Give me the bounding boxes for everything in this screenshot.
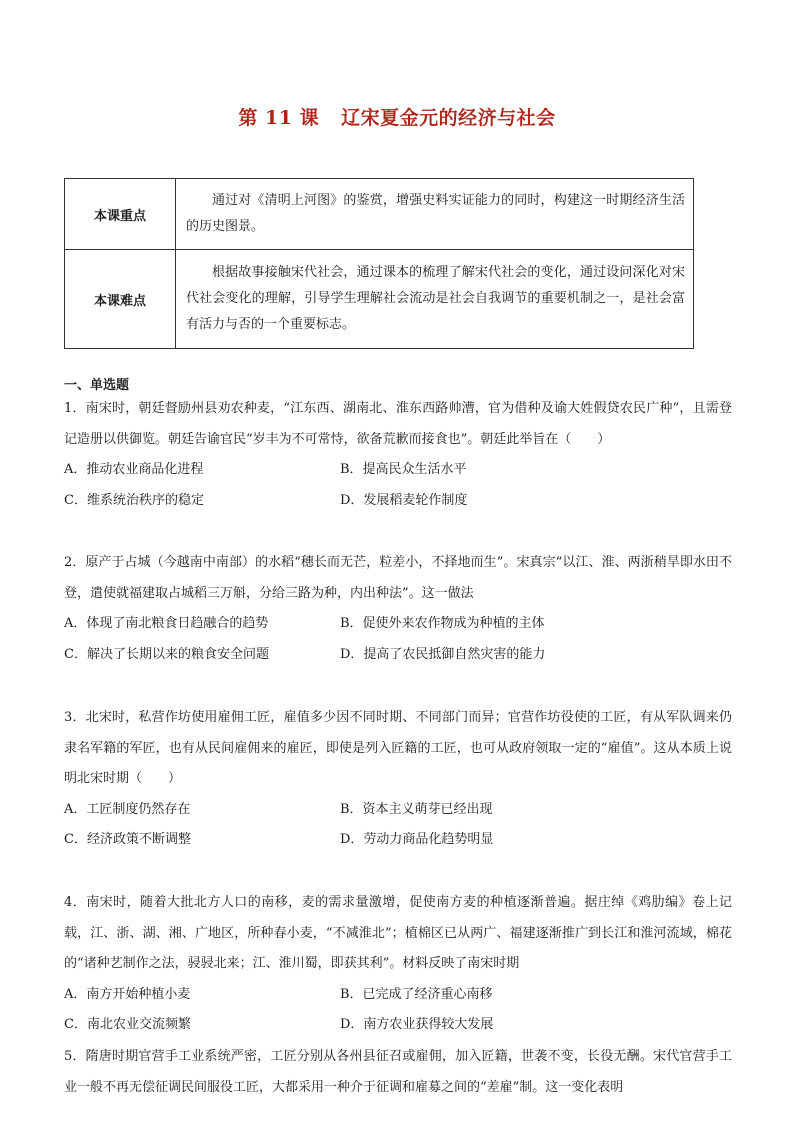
- goal-label: 本课难点: [65, 250, 176, 349]
- option-a[interactable]: A．体现了南北粮食日趋融合的趋势: [64, 616, 269, 631]
- option-d[interactable]: D．发展稻麦轮作制度: [340, 492, 468, 508]
- goal-row-difficulties: [65, 250, 694, 349]
- option-list: [64, 609, 732, 670]
- goal-label: 本课重点: [65, 179, 176, 250]
- option-d[interactable]: D．劳动力商品化趋势明显: [340, 832, 494, 847]
- lesson-number: 第 11 课: [238, 107, 320, 129]
- lesson-name: 辽宋夏金元的经济与社会: [341, 107, 556, 129]
- section-title: 一、单选题: [64, 378, 130, 393]
- option-c[interactable]: C．解决了长期以来的粮食安全问题: [64, 646, 269, 662]
- question-stem: 3．北宋时，私营作坊使用雇佣工匠，雇值多少因不同时期、不同部门而异；官营作坊役使的工匠，有从军队调来仍隶名军籍的军匠，也有从民间雇佣来的雇匠，即使是列入匠籍的工匠，也可从政府领取一定的“雇值”。这从本质上说明北宋时期（ ）: [64, 710, 732, 786]
- page-title: [0, 103, 794, 130]
- question-stem: 5．隋唐时期官营手工业系统严密，工匠分别从各州县征召或雇佣，加入匠籍，世袭不变，长役无酬。宋代官营手工业一般不再无偿征调民间服役工匠，大都采用一种介于征调和雇募之间的“差雇”制。这一变化表明: [64, 1049, 732, 1095]
- option-c[interactable]: C．经济政策不断调整: [64, 832, 191, 847]
- option-list: [64, 980, 732, 1041]
- option-b[interactable]: B．已完成了经济重心南移: [340, 986, 493, 1002]
- question-1: [64, 394, 732, 516]
- question-4: [64, 888, 732, 1041]
- question-5: [64, 1042, 732, 1103]
- goal-text: 根据故事接触宋代社会，通过课本的梳理了解宋代社会的变化，通过设问深化对宋代社会变化的理解，引导学生理解社会流动是社会自我调节的重要机制之一，是社会富有活力与否的一个重要标志。: [176, 250, 694, 349]
- option-a[interactable]: A．推动农业商品化进程: [64, 462, 204, 477]
- goal-row-key-points: [65, 179, 694, 250]
- question-stem: 2．原产于占城（今越南中南部）的水稻“穗长而无芒，粒差小，不择地而生”。宋真宗“以江、淮、两浙稍旱即水田不登，遣使就福建取占城稻三万斛，分给三路为种，内出种法”。这一做法: [64, 555, 732, 601]
- option-b[interactable]: B．促使外来农作物成为种植的主体: [340, 616, 545, 631]
- option-a[interactable]: A．工匠制度仍然存在: [64, 801, 191, 817]
- option-d[interactable]: D．提高了农民抵御自然灾害的能力: [340, 646, 546, 662]
- question-stem: 1．南宋时，朝廷督励州县劝农种麦，“江东西、湖南北、淮东西路帅漕，官为借种及谕大姓假贷农民广种”，且需登记造册以供御览。朝廷告谕官民“岁丰为不可常恃，欲备荒歉而接食也”。朝廷此举旨在（ ）: [64, 401, 732, 447]
- option-list: [64, 795, 732, 856]
- option-c[interactable]: C．维系统治秩序的稳定: [64, 492, 204, 508]
- option-d[interactable]: D．南方农业获得较大发展: [340, 1017, 494, 1032]
- option-b[interactable]: B．提高民众生活水平: [340, 462, 467, 477]
- question-2: [64, 548, 732, 670]
- option-list: [64, 455, 732, 516]
- option-b[interactable]: B．资本主义萌芽已经出现: [340, 801, 493, 817]
- option-c[interactable]: C．南北农业交流频繁: [64, 1017, 191, 1032]
- option-a[interactable]: A．南方开始种植小麦: [64, 986, 191, 1002]
- goal-text: 通过对《清明上河图》的鉴赏，增强史料实证能力的同时，构建这一时期经济生活的历史图景。: [176, 179, 694, 250]
- lesson-goals-table: [64, 178, 694, 349]
- question-3: [64, 703, 732, 856]
- question-stem: 4．南宋时，随着大批北方人口的南移，麦的需求量激增，促使南方麦的种植逐渐普遍。据庄绰《鸡肋编》卷上记载，江、浙、湖、湘、广地区，所种春小麦，“不减淮北”；植棉区已从两广、福建逐渐推广到长江和淮河流域，棉花的“诸种艺制作之法，骎骎北来；江、淮川蜀，即获其利”。材料反映了南宋时期: [64, 895, 732, 971]
